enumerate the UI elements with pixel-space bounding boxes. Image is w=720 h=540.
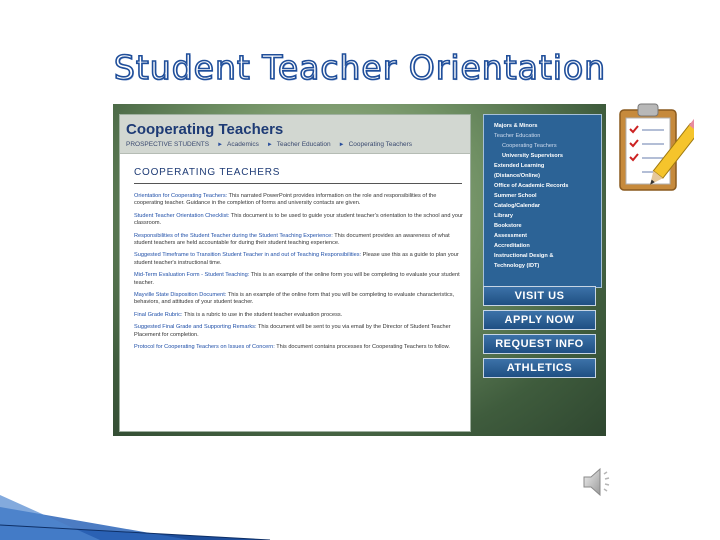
document-description: This document will be sent to you via email by the Director of Student Teacher Placement for completion. bbox=[134, 324, 451, 338]
slide-title: Student Teacher Orientation bbox=[113, 48, 607, 87]
document-description: This is an example of the online form you will be completing to evaluate your student teacher. bbox=[134, 272, 460, 286]
nav-item-cooperating-teachers[interactable]: Cooperating Teachers bbox=[502, 143, 557, 149]
document-description: This document contains processes for Cooperating Teachers to follow. bbox=[274, 344, 450, 351]
nav-item-bookstore[interactable]: Bookstore bbox=[494, 223, 522, 229]
nav-item-distance-online[interactable]: (Distance/Online) bbox=[494, 173, 541, 179]
document-description: This is an example of the online form that you will be completing to evaluate characteristics, behaviors, and attitudes of your student teacher. bbox=[134, 292, 455, 306]
document-link[interactable]: Student Teacher Orientation Checklist: bbox=[134, 212, 230, 219]
speaker-icon[interactable] bbox=[578, 462, 618, 502]
breadcrumb-academics[interactable]: Academics bbox=[227, 141, 259, 148]
document-description: This narrated PowerPoint provides information on the role and responsibilities of the cooperating teacher. Guidance in the completion of forms and university contacts are given. bbox=[134, 193, 437, 207]
arrow-right-icon: ► bbox=[217, 142, 224, 148]
nav-item-summer-school[interactable]: Summer School bbox=[494, 193, 537, 199]
visit-us-button[interactable]: VISIT US bbox=[483, 286, 596, 306]
document-link[interactable]: Suggested Timeframe to Transition Student Teacher in and out of Teaching Responsibilities: bbox=[134, 252, 362, 259]
nav-item-instructional-design[interactable]: Instructional Design & bbox=[494, 253, 554, 259]
website-screenshot bbox=[113, 104, 606, 436]
nav-item-assessment[interactable]: Assessment bbox=[494, 233, 527, 239]
document-description: This document is to be used to guide your student teacher's orientation to the school and your classroom. bbox=[134, 212, 463, 227]
list-item bbox=[134, 312, 464, 319]
apply-now-button[interactable]: APPLY NOW bbox=[483, 310, 596, 330]
content-panel bbox=[119, 114, 471, 432]
nav-item-accreditation[interactable]: Accreditation bbox=[494, 243, 530, 249]
list-item bbox=[134, 252, 464, 267]
nav-item-university-supervisors[interactable]: University Supervisors bbox=[502, 153, 563, 159]
section-title: COOPERATING TEACHERS bbox=[134, 167, 281, 178]
breadcrumb-teacher-education[interactable]: Teacher Education bbox=[276, 141, 331, 148]
list-item bbox=[134, 324, 464, 339]
list-item bbox=[134, 292, 464, 307]
nav-item-teacher-education[interactable]: Teacher Education bbox=[494, 133, 541, 139]
side-navigation bbox=[483, 114, 602, 288]
document-description: This is a rubric to use in the student teacher evaluation process. bbox=[182, 311, 343, 318]
section-divider bbox=[134, 183, 462, 184]
list-item bbox=[134, 193, 464, 208]
nav-item-academic-records[interactable]: Office of Academic Records bbox=[494, 183, 569, 189]
arrow-right-icon: ► bbox=[266, 142, 273, 148]
document-link[interactable]: Responsibilities of the Student Teacher during the Student Teaching Experience: bbox=[134, 232, 333, 239]
document-link[interactable]: Mid-Term Evaluation Form - Student Teaching: bbox=[134, 272, 250, 279]
document-link[interactable]: Protocol for Cooperating Teachers on Issues of Concern: bbox=[134, 344, 275, 351]
request-info-button[interactable]: REQUEST INFO bbox=[483, 334, 596, 354]
document-link[interactable]: Final Grade Rubric: bbox=[134, 311, 183, 318]
list-item bbox=[134, 272, 464, 287]
list-item bbox=[134, 344, 464, 351]
panel-header bbox=[120, 115, 470, 154]
nav-item-technology-idt[interactable]: Technology (IDT) bbox=[494, 263, 540, 269]
document-list bbox=[134, 193, 464, 357]
list-item bbox=[134, 233, 464, 248]
nav-item-majors-minors[interactable]: Majors & Minors bbox=[494, 123, 538, 129]
decorative-corner-graphic bbox=[0, 495, 280, 540]
breadcrumb-cooperating-teachers: Cooperating Teachers bbox=[348, 141, 413, 148]
arrow-right-icon: ► bbox=[338, 142, 345, 148]
nav-item-library[interactable]: Library bbox=[494, 213, 513, 219]
breadcrumb bbox=[126, 141, 416, 148]
document-link[interactable]: Mayville State Disposition Document: bbox=[134, 292, 227, 299]
clipboard-icon bbox=[612, 100, 694, 200]
document-link[interactable]: Orientation for Cooperating Teachers: bbox=[134, 193, 228, 199]
list-item bbox=[134, 213, 464, 228]
document-description: Please use this as a guide to plan your student teacher's instructional time. bbox=[134, 252, 459, 266]
panel-title: Cooperating Teachers bbox=[126, 121, 284, 138]
nav-item-catalog-calendar[interactable]: Catalog/Calendar bbox=[494, 203, 541, 209]
athletics-button[interactable]: ATHLETICS bbox=[483, 358, 596, 378]
document-description: This document provides an awareness of what student teachers are held accountable for during their student teaching experience. bbox=[134, 232, 450, 247]
document-link[interactable]: Suggested Final Grade and Supporting Remarks: bbox=[134, 324, 257, 331]
breadcrumb-prospective-students[interactable]: PROSPECTIVE STUDENTS bbox=[126, 141, 210, 148]
nav-item-extended-learning[interactable]: Extended Learning bbox=[494, 163, 545, 169]
